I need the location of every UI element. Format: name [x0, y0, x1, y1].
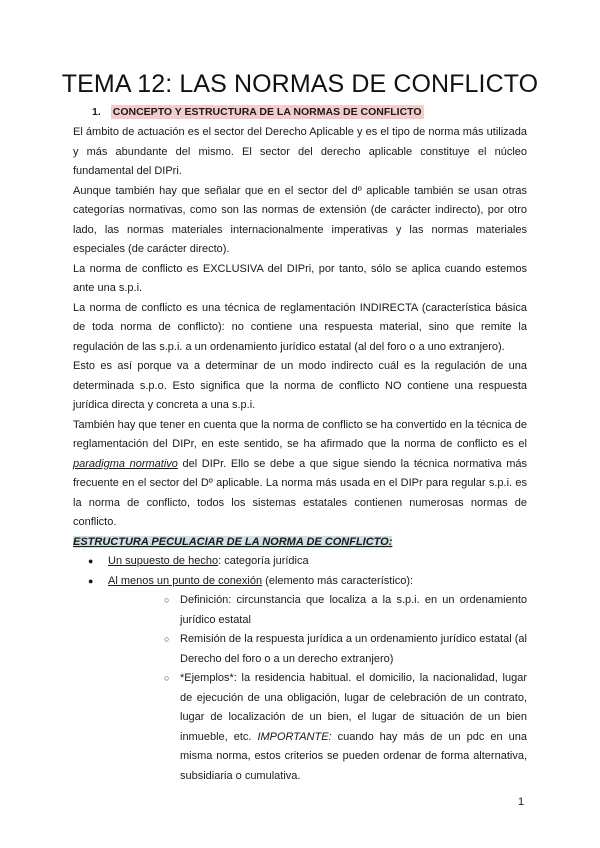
paragraph-6-part-a: También hay que tener en cuenta que la norma de conflicto se ha convertido en la técnica de reglamentación del DIPr, en este sentido, se ha afirmado que la norma de conflicto es el [73, 418, 527, 450]
sub-list-item-ejemplos [108, 669, 527, 786]
list-item-text: (elemento más característico): [262, 574, 414, 587]
structure-subheading-text: ESTRUCTURA PECULACIAR DE LA NORMA DE CONFLICTO: [73, 535, 393, 548]
paragraph-5: Esto es así porque va a determinar de un modo indirecto cuál es la regulación de una determinada s.p.o. Esto significa que la norma de conflicto NO contiene una respuesta jurídica directa y concreta a una s.p.i. [73, 360, 527, 411]
sub-list-item-text: Remisión de la respuesta jurídica a un ordenamiento jurídico estatal (al Derecho del foro o a un derecho extranjero) [180, 633, 527, 665]
section-heading-text: CONCEPTO Y ESTRUCTURA DE LA NORMAS DE CONFLICTO [112, 106, 422, 118]
bullet-circle-icon: ○ [164, 634, 170, 644]
structure-list [73, 552, 527, 786]
bullet-circle-icon: ○ [164, 673, 170, 683]
paragraph-3: La norma de conflicto es EXCLUSIVA del DIPri, por tanto, sólo se aplica cuando estemos ante una s.p.i. [73, 262, 527, 294]
sub-list-item-text: *Ejemplos*: la residencia habitual. el domicilio, la nacionalidad, lugar de ejecución de una obligación, lugar de celebración de un contrato, lugar de localización de un bien, el lugar de situación de un bien inmueble, etc. [180, 672, 527, 743]
paragraph-2: Aunque también hay que señalar que en el sector del dº aplicable también se usan otras categorías normativas, como son las normas de extensión (de carácter indirecto), por otro lado, las normas materiales internacionalmente imperativas y las normas materiales especiales (de carácter directo). [73, 184, 527, 255]
importante-label: IMPORTANTE: [257, 730, 332, 743]
structure-subheading [73, 533, 527, 553]
bullet-circle-icon: ○ [164, 595, 170, 605]
sub-list-item-remision [108, 630, 527, 669]
page-number: 1 [518, 796, 525, 808]
section-heading [92, 106, 424, 118]
bullet-disc-icon: ● [88, 556, 94, 566]
sub-list-item-text-continued: cuando hay más de un pdc en una misma norma, estos criterios se pueden ordenar de forma alternativa, subsidiaria o cumulativa. [180, 730, 527, 782]
list-item-label: Al menos un punto de conexión [108, 574, 263, 587]
section-number: 1. [92, 106, 101, 118]
paragraph-6-part-b: del DIPr. Ello se debe a que sigue siendo la técnica normativa más frecuente en el sector del Dº aplicable. La norma más usada en el DIPr para regular s.p.i. es la norma de conflicto, todos los sistemas estatales contienen numerosas normas de conflicto. [73, 457, 527, 528]
bullet-disc-icon: ● [88, 575, 94, 586]
document-body [73, 123, 527, 786]
list-item-supuesto [73, 552, 527, 572]
list-item-text: : categoría jurídica [218, 555, 309, 567]
paragraph-4: La norma de conflicto es una técnica de reglamentación INDIRECTA (característica básica de toda norma de conflicto): no contiene una respuesta material, sino que remite la regulación de las s.p.i. a un ordenamiento jurídico estatal (al del foro o a uno extranjero). [73, 301, 527, 353]
sub-list-item-definicion [108, 591, 527, 630]
sub-list-item-text: Definición: circunstancia que localiza a la s.p.i. en un ordenamiento jurídico estatal [180, 594, 527, 626]
list-item-label: Un supuesto de hecho [108, 555, 219, 567]
paradigma-normativo-term: paradigma normativo [73, 457, 178, 470]
paragraph-6 [73, 416, 527, 533]
paragraph-1: El ámbito de actuación es el sector del Derecho Aplicable y es el tipo de norma más utilizada y más abundante del mismo. El sector del derecho aplicable constituye el núcleo fundamental del DIPri. [73, 126, 527, 177]
sub-list [108, 591, 527, 786]
list-item-punto-conexion [73, 572, 527, 787]
page-title: TEMA 12: LAS NORMAS DE CONFLICTO [61, 70, 539, 98]
